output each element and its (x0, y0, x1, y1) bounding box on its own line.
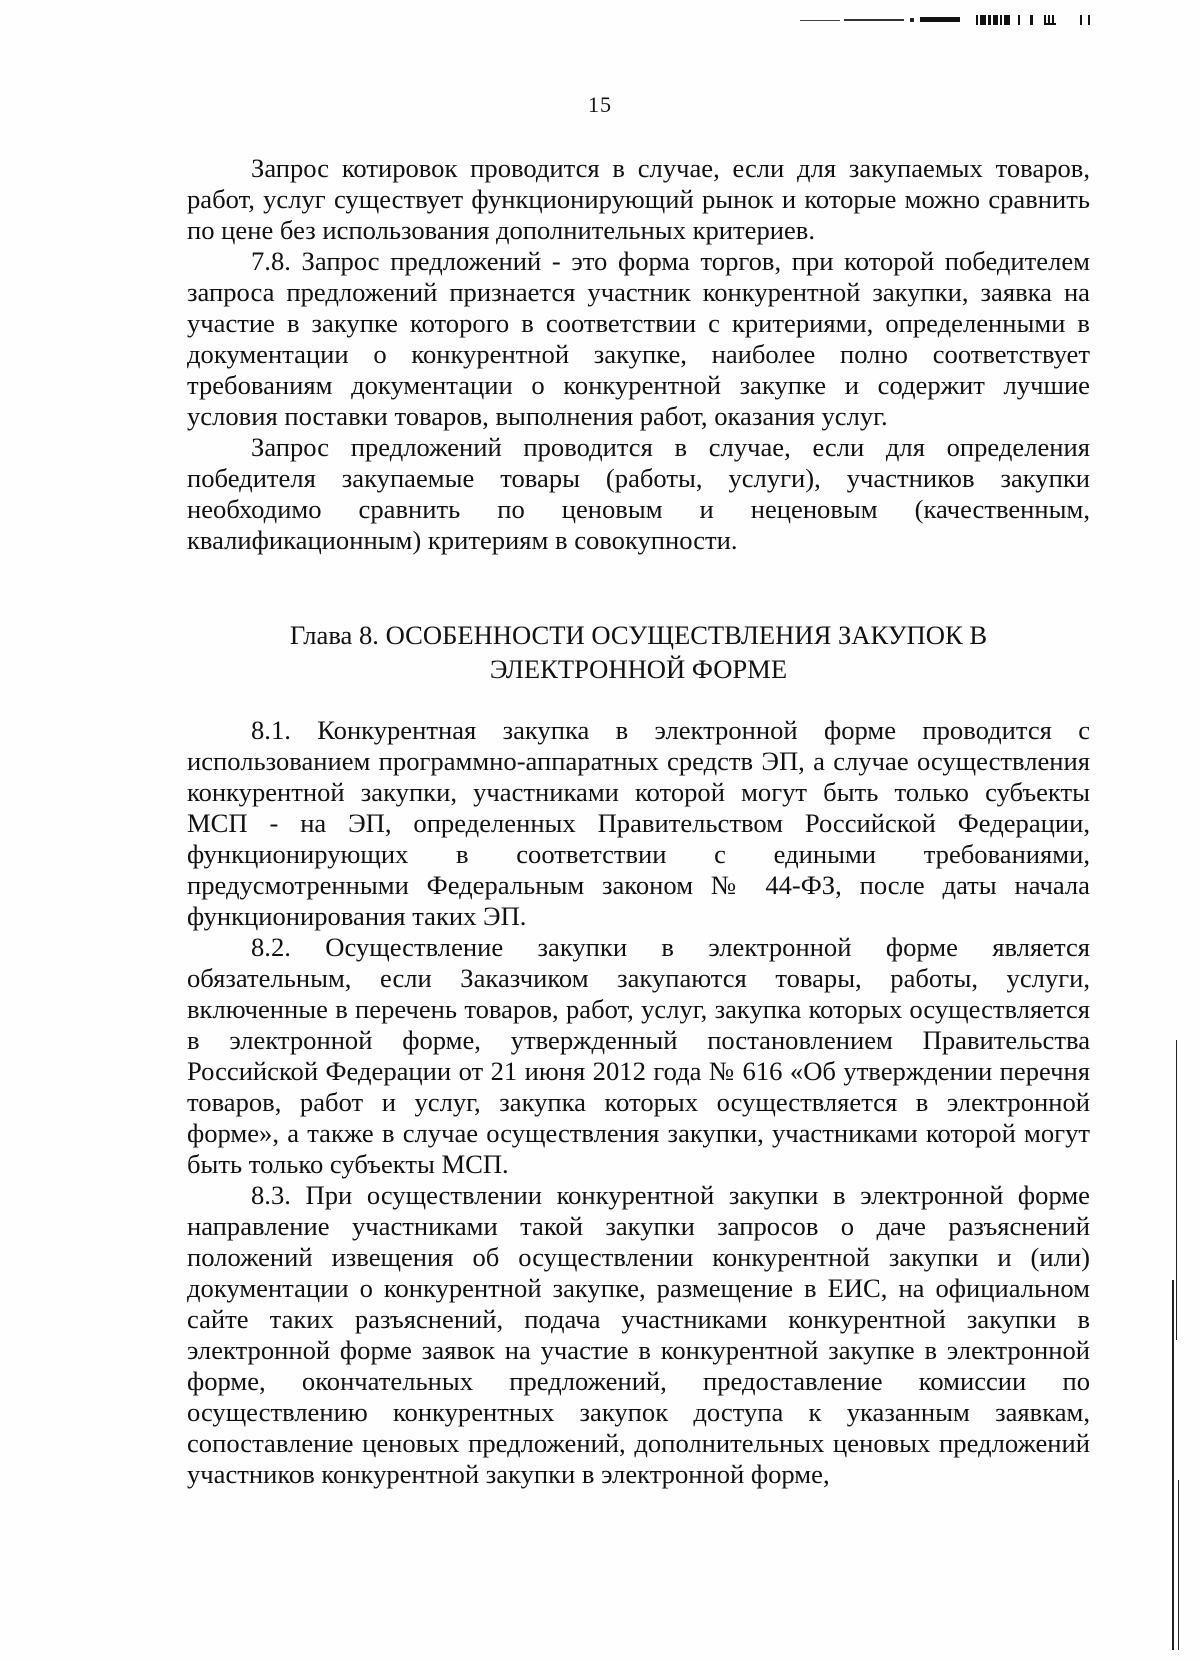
scan-edge-line (1178, 1480, 1179, 1650)
paragraph: 8.1. Конкурентная закупка в электронной форме проводится с использованием программно-аппаратных средств ЭП, а случае осуществления конкурентной закупки, участниками которой могут быть только субъекты МСП - на ЭП, определенных Правительством Российской Федерации, функционирующих в соответствии с едиными требованиями, предусмотренными Федеральным законом № 44-ФЗ, после даты начала функционирования таких ЭП. (187, 715, 1090, 931)
body-text-bottom (187, 715, 1090, 1490)
paragraph: 8.2. Осуществление закупки в электронной форме является обязательным, если Заказчиком закупаются товары, работы, услуги, включенные в перечень товаров, работ, услуг, закупка которых осуществляется в электронной форме, утвержденный постановлением Правительства Российской Федерации от 21 июня 2012 года № 616 «Об утверждении перечня товаров, работ и услуг, закупка которых осуществляется в электронной форме», а также в случае осуществления закупки, участниками которой могут быть только субъекты МСП. (187, 932, 1090, 1179)
chapter-heading-line: ЭЛЕКТРОННОЙ ФОРМЕ (489, 654, 788, 684)
page-number: 15 (588, 92, 612, 117)
body-text-top (187, 153, 1090, 556)
chapter-heading (187, 618, 1090, 686)
paragraph: 7.8. Запрос предложений - это форма торгов, при которой победителем запроса предложений признается участник конкурентной закупки, заявка на участие в закупке которого в соответствии с критериями, определенными в документации о конкурентной закупке, наиболее полно соответствует требованиям документации о конкурентной закупке и содержит лучшие условия поставки товаров, выполнения работ, оказания услуг. (187, 246, 1090, 431)
scan-edge-line (1176, 1040, 1177, 1340)
paragraph: Запрос котировок проводится в случае, если для закупаемых товаров, работ, услуг существует функционирующий рынок и которые можно сравнить по цене без использования дополнительных критериев. (187, 153, 1090, 245)
scan-barcode-marks (800, 12, 1140, 26)
scan-edge-line (1172, 1280, 1174, 1650)
chapter-heading-line: Глава 8. ОСОБЕННОСТИ ОСУЩЕСТВЛЕНИЯ ЗАКУПОК В (289, 620, 988, 650)
paragraph: 8.3. При осуществлении конкурентной закупки в электронной форме направление участниками такой закупки запросов о даче разъяснений положений извещения об осуществлении конкурентной закупки и (или) документации о конкурентной закупке, размещение в ЕИС, на официальном сайте таких разъяснений, подача участниками конкурентной закупки в электронной форме заявок на участие в конкурентной закупке в электронной форме, окончательных предложений, предоставление комиссии по осуществлению конкурентных закупок доступа к указанным заявкам, сопоставление ценовых предложений, дополнительных ценовых предложений участников конкурентной закупки в электронной форме, (187, 1180, 1090, 1489)
paragraph: Запрос предложений проводится в случае, если для определения победителя закупаемые товары (работы, услуги), участников закупки необходимо сравнить по ценовым и неценовым (качественным, квалификационным) критериям в совокупности. (187, 432, 1090, 555)
